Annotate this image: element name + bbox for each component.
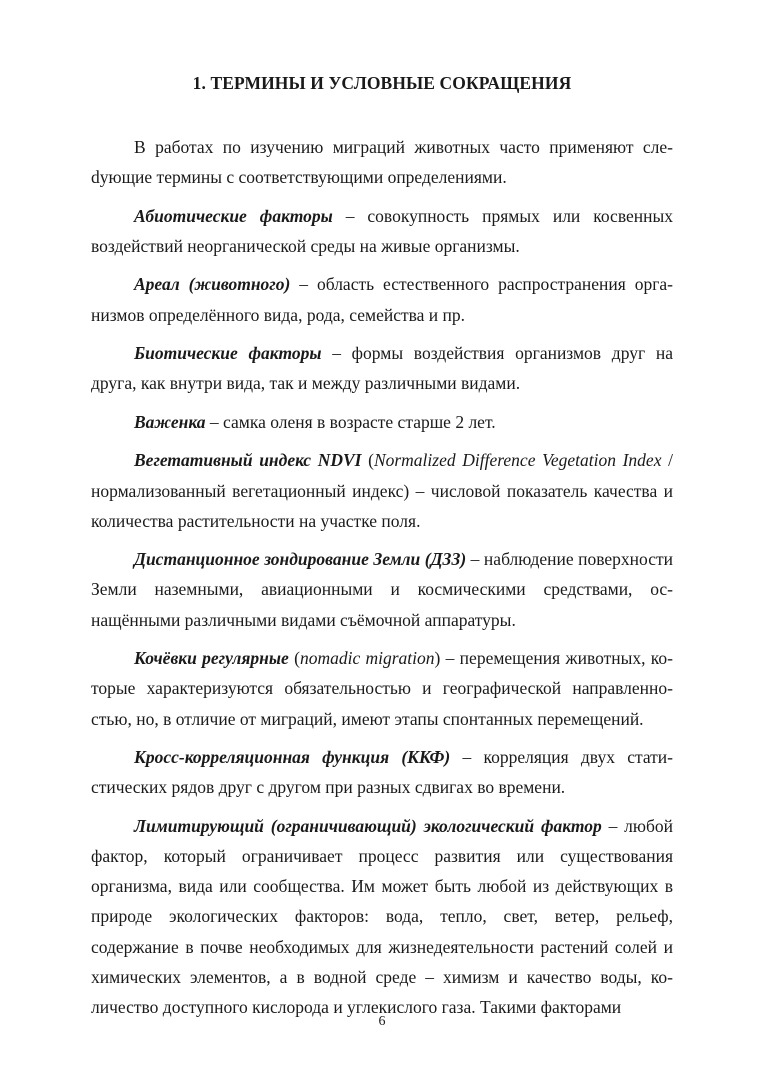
term-label: Лимитирующий (ограничивающий) экологический фактор — [134, 815, 602, 836]
term-label: Абиотические факторы — [134, 205, 333, 226]
term-label: Кочёвки регулярные — [134, 648, 289, 669]
term-label: Дистанционное зондирование Земли (ДЗЗ) — [134, 549, 467, 570]
term-nomadic-migration — [91, 643, 673, 734]
intro-paragraph: В работах по изучению миграций животных часто применяют слеdующие термины с соответствующими определениями. — [91, 137, 673, 188]
term-definition: – область естественного распространения организмов определённого вида, рода, семейства и пр. — [91, 274, 673, 325]
term-definition: – корреляция двух статистических рядов друг с другом при разных сдвигах во времени. — [91, 747, 673, 798]
term-open-paren: ( — [361, 450, 374, 471]
term-ndvi — [91, 445, 673, 536]
term-vazhenka — [91, 407, 673, 437]
term-remote-sensing — [91, 544, 673, 635]
term-open-paren: ( — [288, 648, 300, 669]
term-limiting-factor — [91, 811, 673, 1022]
term-biotic-factors — [91, 338, 673, 398]
term-definition: ) – перемещения животных, которые характеризуются обязательностью и географической направленностью, но, в отличие от миграций, имеют этапы спонтанных перемещений. — [91, 648, 673, 729]
term-definition: – совокупность прямых или косвенных воздействий неорганической среды на живые организмы. — [91, 205, 673, 256]
term-label: Ареал (животного) — [134, 274, 291, 295]
section-heading: 1. ТЕРМИНЫ И УСЛОВНЫЕ СОКРАЩЕНИЯ — [192, 73, 572, 93]
term-definition: – любой фактор, который ограничивает процесс развития или существования организма, вида или сообщества. Им может быть любой из действующих в природе экологических факторов: вода, тепло, свет, ветер, рельеф, содержание в почве необходимых для жизнедеятельности растений солей и химических элементов, а в водной среде – химизм и качество воды, количество доступного кислорода и углекислого газа. Такими факторами — [91, 815, 674, 1017]
term-definition: / нормализованный вегетационный индекс) – числовой показатель качества и количества растительности на участке поля. — [91, 450, 673, 531]
term-label: Вегетативный индекс NDVI — [134, 450, 362, 471]
page-number: 6 — [378, 1014, 386, 1029]
term-label: Важенка — [134, 411, 206, 432]
term-english-name: Normalized Difference Vegetation Index — [373, 450, 662, 471]
term-abiotic-factors — [91, 201, 673, 261]
term-definition: – наблюдение поверхности Земли наземными, авиационными и космическими средствами, оснащёнными различными видами съёмочной аппаратуры. — [91, 549, 673, 630]
term-cross-correlation — [91, 742, 673, 802]
term-label: Кросс-корреляционная функция (ККФ) — [134, 747, 451, 768]
term-label: Биотические факторы — [134, 343, 322, 364]
term-definition: – самка оленя в возрасте старше 2 лет. — [205, 411, 496, 432]
term-definition: – формы воздействия организмов друг на друга, как внутри вида, так и между различными видами. — [91, 343, 673, 394]
term-areal — [91, 269, 673, 329]
term-english-name: nomadic migration — [299, 648, 435, 669]
document-body — [91, 132, 673, 1030]
